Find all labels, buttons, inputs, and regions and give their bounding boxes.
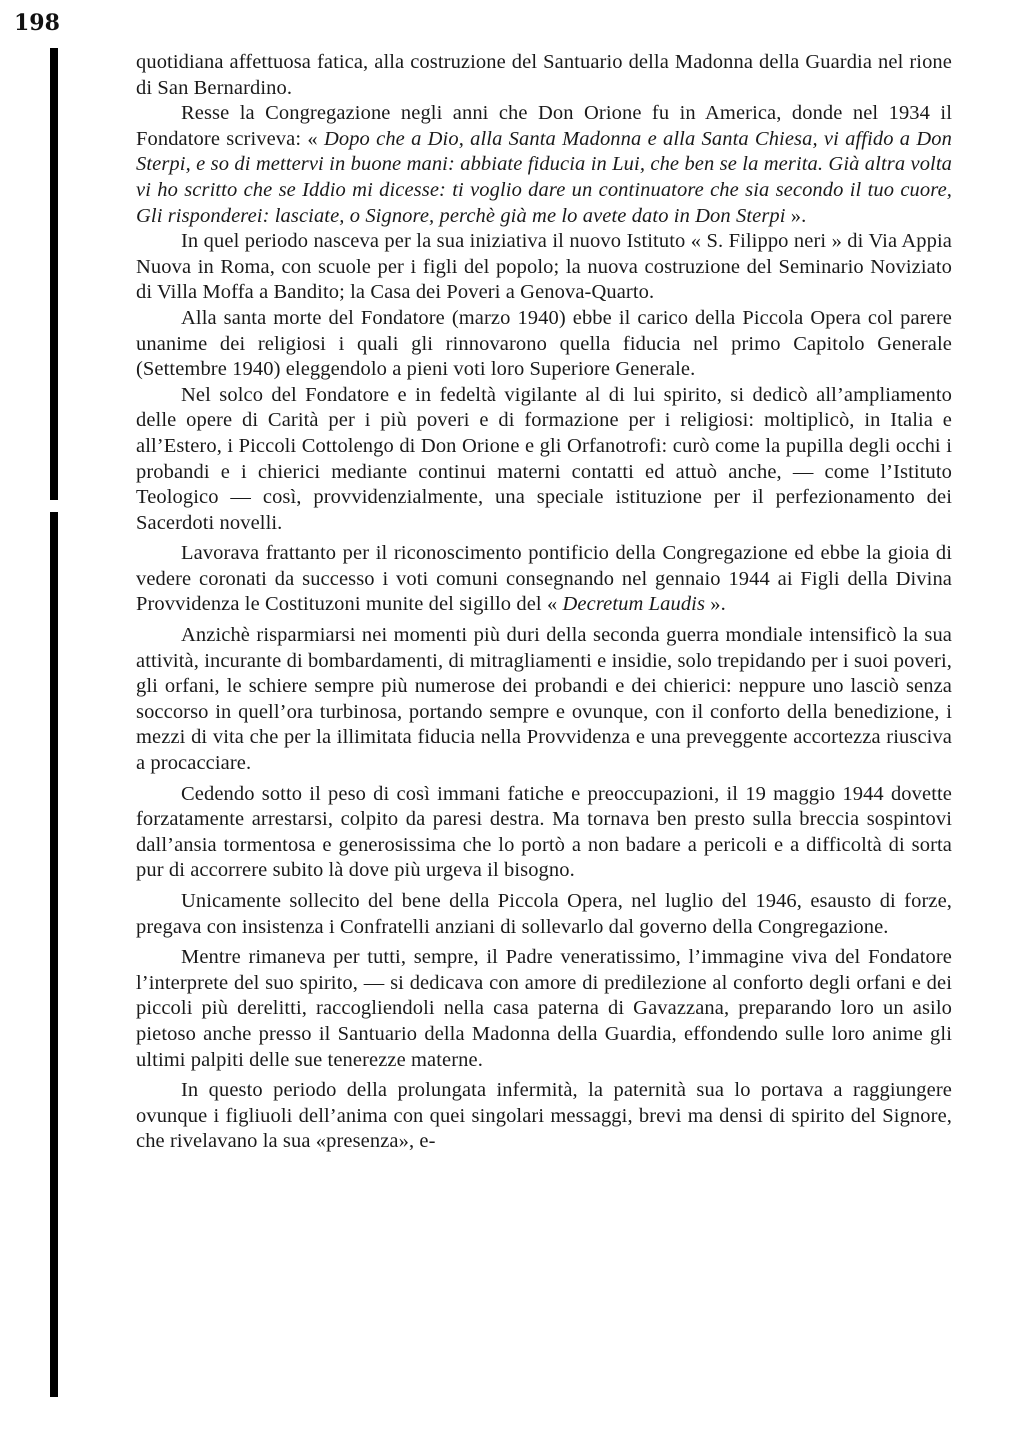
paragraph-5: Nel solco del Fondatore e in fedeltà vigilante al di lui spirito, si dedicò all’ampliamento delle opere di Carità per i più poveri e di formazione per i religiosi: moltiplicò, in Italia e all’Estero, i Piccoli Cottolengo di Don Orione e gli Orfanotrofi: curò come la pupilla degli occhi i probandi e i chierici mediante continui materni contatti ed attuò anche, — come l’Istituto Teologico — così, provvidenzialmente, una speciale istituzione per il perfezionamento dei Sacerdoti novelli. (136, 383, 952, 534)
page-number: 198 (14, 10, 60, 36)
paragraph-3: In quel periodo nasceva per la sua iniziativa il nuovo Istituto « S. Filippo neri » di Via Appia Nuova in Roma, con scuole per i figli del popolo; la nuova costruzione del Seminario Noviziato di Villa Moffa a Bandito; la Casa dei Poveri a Genova-Quarto. (136, 230, 952, 304)
paragraph-11: In questo periodo della prolungata infermità, la paternità sua lo portava a raggiungere ovunque i figliuoli dell’anima con quei singolari messaggi, brevi ma densi di spirito del Signore, che rivelavano la sua «presenza», e- (136, 1079, 952, 1153)
margin-bar-top (50, 48, 58, 500)
paragraph-7: Anzichè risparmiarsi nei momenti più duri della seconda guerra mondiale intensificò la sua attività, incurante di bombardamenti, di mitragliamenti e insidie, solo trepidando per i suoi poveri, gli orfani, le schiere sempre più numerose dei probandi e dei chierici: neppure uno lasciò senza soccorso in quell’ora turbinosa, portando sempre e ovunque, con il conforto della benedizione, i mezzi di vita che per la illimitata fiducia nella Provvidenza e una preveggente accortezza riusciva a procacciare. (136, 624, 952, 775)
paragraph-4: Alla santa morte del Fondatore (marzo 1940) ebbe il carico della Piccola Opera col parere unanime dei religiosi i quali gli rinnovarono quella fiducia nel primo Capitolo Generale (Settembre 1940) eleggendolo a pieni voti loro Superiore Generale. (136, 306, 952, 381)
fondatore-quote: Dopo che a Dio, alla Santa Madonna e alla Santa Chiesa, vi affido a Don Sterpi, e so di mettervi in buone mani: abbiate fiducia in Lui, che ben se la merita. Già altra volta vi ho scritto che se Iddio mi dicesse: ti voglio dare un continuatore che sia secondo il tuo cuore, Gli risponderei: lasciate, o Signore, perchè già me lo avete dato in Don Sterpi (136, 127, 952, 227)
body-text (136, 50, 952, 1155)
paragraph-10: Mentre rimaneva per tutti, sempre, il Padre veneratissimo, l’immagine viva del Fondatore l’interprete del suo spirito, — si dedicava con amore di predilezione al conforto degli orfani e dei piccoli più derelitti, raccogliendoli nella casa paterna di Gavazzana, preparando loro un asilo pietoso anche presso il Santuario della Madonna della Guardia, effondendo sulle loro anime gli ultimi palpiti delle sue tenerezze materne. (136, 946, 952, 1071)
paragraph-9: Unicamente sollecito del bene della Piccola Opera, nel luglio del 1946, esausto di forze, pregava con insistenza i Confratelli anziani di sollevarlo dal governo della Congregazione. (136, 890, 952, 938)
margin-bar-bottom (50, 512, 58, 1397)
paragraph-6: Lavorava frattanto per il riconoscimento pontificio della Congregazione ed ebbe la gioia di vedere coronati da successo i voti comuni consegnando nel gennaio 1944 ai Figli della Divina Provvidenza le Costituzoni munite del sigillo del « Decretum Laudis ». (136, 542, 952, 616)
paragraph-8: Cedendo sotto il peso di così immani fatiche e preoccupazioni, il 19 maggio 1944 dovette forzatamente arrestarsi, colpito da paresi destra. Ma tornava ben presto sulla breccia sospintovi dall’ansia tormentosa e generosissima che lo portò a non badare a pericoli e a difficoltà di sorta pur di accorrere subito là dove più urgeva il bisogno. (136, 782, 952, 882)
decretum-title: Decretum Laudis (562, 593, 706, 616)
paragraph-1: quotidiana affettuosa fatica, alla costruzione del Santuario della Madonna della Guardia nel rione di San Bernardino. (136, 51, 952, 99)
paragraph-2: Resse la Congregazione negli anni che Don Orione fu in America, donde nel 1934 il Fondatore scriveva: « Dopo che a Dio, alla Santa Madonna e alla Santa Chiesa, vi affido a Don Sterpi, e so di mettervi in buone mani: abbiate fiducia in Lui, che ben se la merita. Già altra volta vi ho scritto che se Iddio mi dicesse: ti voglio dare un continuatore che sia secondo il tuo cuore, Gli risponderei: lasciate, o Signore, perchè già me lo avete dato in Don Sterpi ». (136, 102, 952, 227)
